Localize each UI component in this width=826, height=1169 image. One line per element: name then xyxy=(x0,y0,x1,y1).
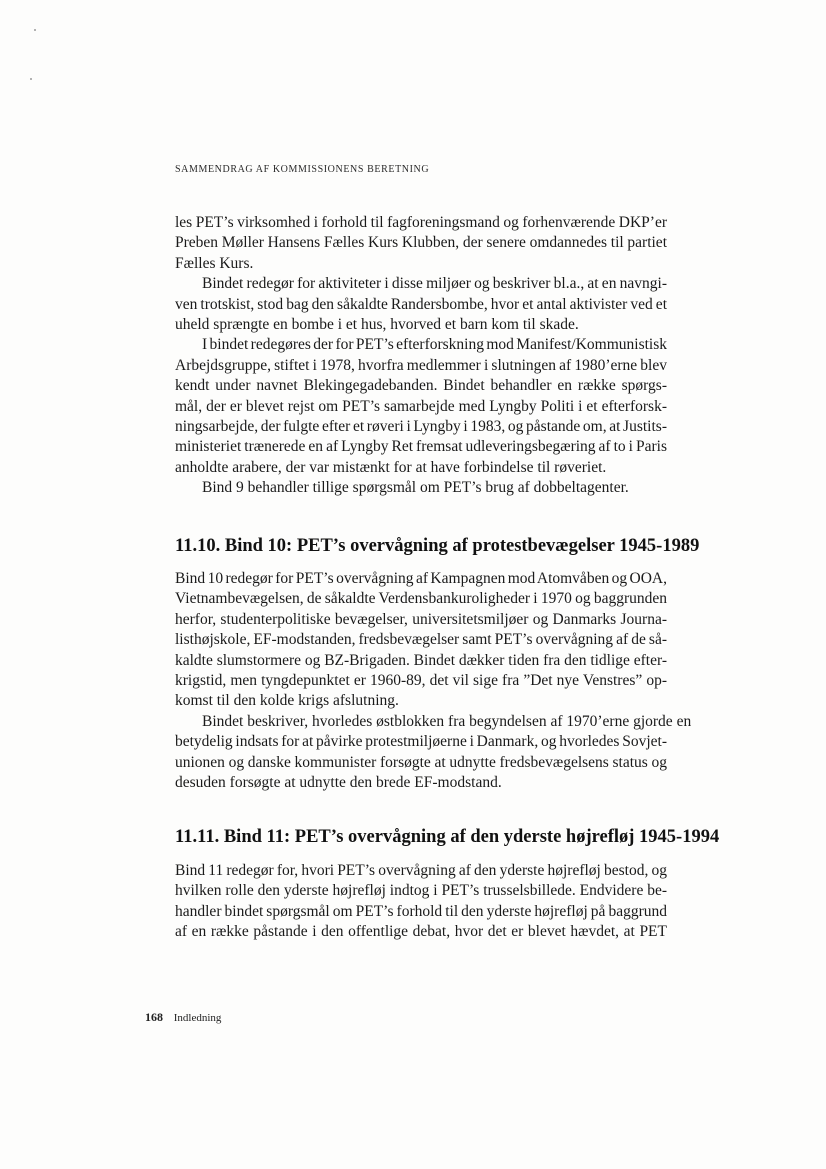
text-line: krigstid, men tyngdepunktet er 1960-89, det vil sige fra ”Det nye Venstres” op- xyxy=(175,672,667,690)
running-head: SAMMENDRAG AF KOMMISSIONENS BERETNING xyxy=(175,164,430,175)
text-line: uheld sprængte en bombe i et hus, hvorved et barn kom til skade. xyxy=(175,316,579,334)
text-line: anholdte arabere, der var mistænkt for at have forbindelse til røveriet. xyxy=(175,458,607,476)
text-line: Arbejdsgruppe, stiftet i 1978, hvorfra medlemmer i slutningen af 1980’erne blev xyxy=(175,356,667,374)
text-line: kendt under navnet Blekingegadebanden. Bindet behandler en række spørgs- xyxy=(175,377,667,395)
text-line: mål, der er blevet rejst om PET’s samarbejde med Lyngby Politi i et efterforsk- xyxy=(175,397,667,415)
text-line: ministeriet trænerede en af Lyngby Ret fremsat udleveringsbegæring af to i Paris xyxy=(175,438,667,456)
body-text-block xyxy=(175,569,692,793)
scan-speck-1 xyxy=(34,29,36,31)
text-line: Fælles Kurs. xyxy=(175,254,254,272)
text-line: ven trotskist, stod bag den såkaldte Randersbombe, hvor et antal aktivister ved et xyxy=(175,295,667,313)
body-text-block xyxy=(175,861,667,943)
text-line: Preben Møller Hansens Fælles Kurs Klubben, der senere omdannedes til partiet xyxy=(175,234,667,252)
section-heading: 11.10. Bind 10: PET’s overvågning af protestbevægelser 1945-1989 xyxy=(175,536,700,556)
text-line: ningsarbejde, der fulgte efter et røveri i Lyngby i 1983, og påstande om, at Justits- xyxy=(175,418,667,436)
text-line: Bindet beskriver, hvorledes østblokken fra begyndelsen af 1970’erne gjorde en xyxy=(202,712,692,730)
text-line: desuden forsøgte at udnytte den brede EF-modstand. xyxy=(175,774,502,792)
text-line: Bind 9 behandler tillige spørgsmål om PET’s brug af dobbeltagenter. xyxy=(202,479,629,497)
text-line: Bind 10 redegør for PET’s overvågning af Kampagnen mod Atomvåben og OOA, xyxy=(175,570,667,587)
page-footer xyxy=(145,1010,221,1025)
text-line: handler bindet spørgsmål om PET’s forhold til den yderste højrefløj på baggrund xyxy=(175,902,667,920)
text-line: les PET’s virksomhed i forhold til fagforeningsmand og forhenværende DKP’er xyxy=(175,214,667,231)
text-line: Bind 11 redegør for, hvori PET’s overvågning af den yderste højrefløj bestod, og xyxy=(175,862,667,879)
text-line: I bindet redegøres der for PET’s efterforskning mod Manifest/Kommunistisk xyxy=(202,336,667,354)
text-line: unionen og danske kommunister forsøgte at udnytte fredsbevægelsens status og xyxy=(175,753,667,771)
footer-section: Indledning xyxy=(173,1012,222,1024)
text-line: af en række påstande i den offentlige debat, hvor det er blevet hævdet, at PET xyxy=(175,923,667,941)
text-line: kaldte slumstormere og BZ-Brigaden. Bindet dækker tiden fra den tidlige efter- xyxy=(175,651,667,669)
text-line: betydelig indsats for at påvirke protestmiljøerne i Danmark, og hvorledes Sovjet- xyxy=(175,733,667,751)
page-number: 168 xyxy=(145,1010,163,1024)
scan-speck-2 xyxy=(30,78,32,80)
text-line: Vietnambevægelsen, de såkaldte Verdensbankuroligheder i 1970 og baggrunden xyxy=(175,590,667,608)
section-heading: 11.11. Bind 11: PET’s overvågning af den yderste højrefløj 1945-1994 xyxy=(175,827,720,847)
text-line: herfor, studenterpolitiske bevægelser, universitetsmiljøer og Danmarks Journa- xyxy=(175,610,667,628)
text-line: listhøjskole, EF-modstanden, fredsbevægelser samt PET’s overvågning af de så- xyxy=(175,631,667,649)
text-line: hvilken rolle den yderste højrefløj indtog i PET’s trusselsbillede. Endvidere be- xyxy=(175,882,667,900)
text-line: komst til den kolde krigs afslutning. xyxy=(175,692,399,710)
body-text-block xyxy=(175,213,667,499)
text-line: Bindet redegør for aktiviteter i disse miljøer og beskriver bl.a., at en navngi- xyxy=(202,275,667,293)
